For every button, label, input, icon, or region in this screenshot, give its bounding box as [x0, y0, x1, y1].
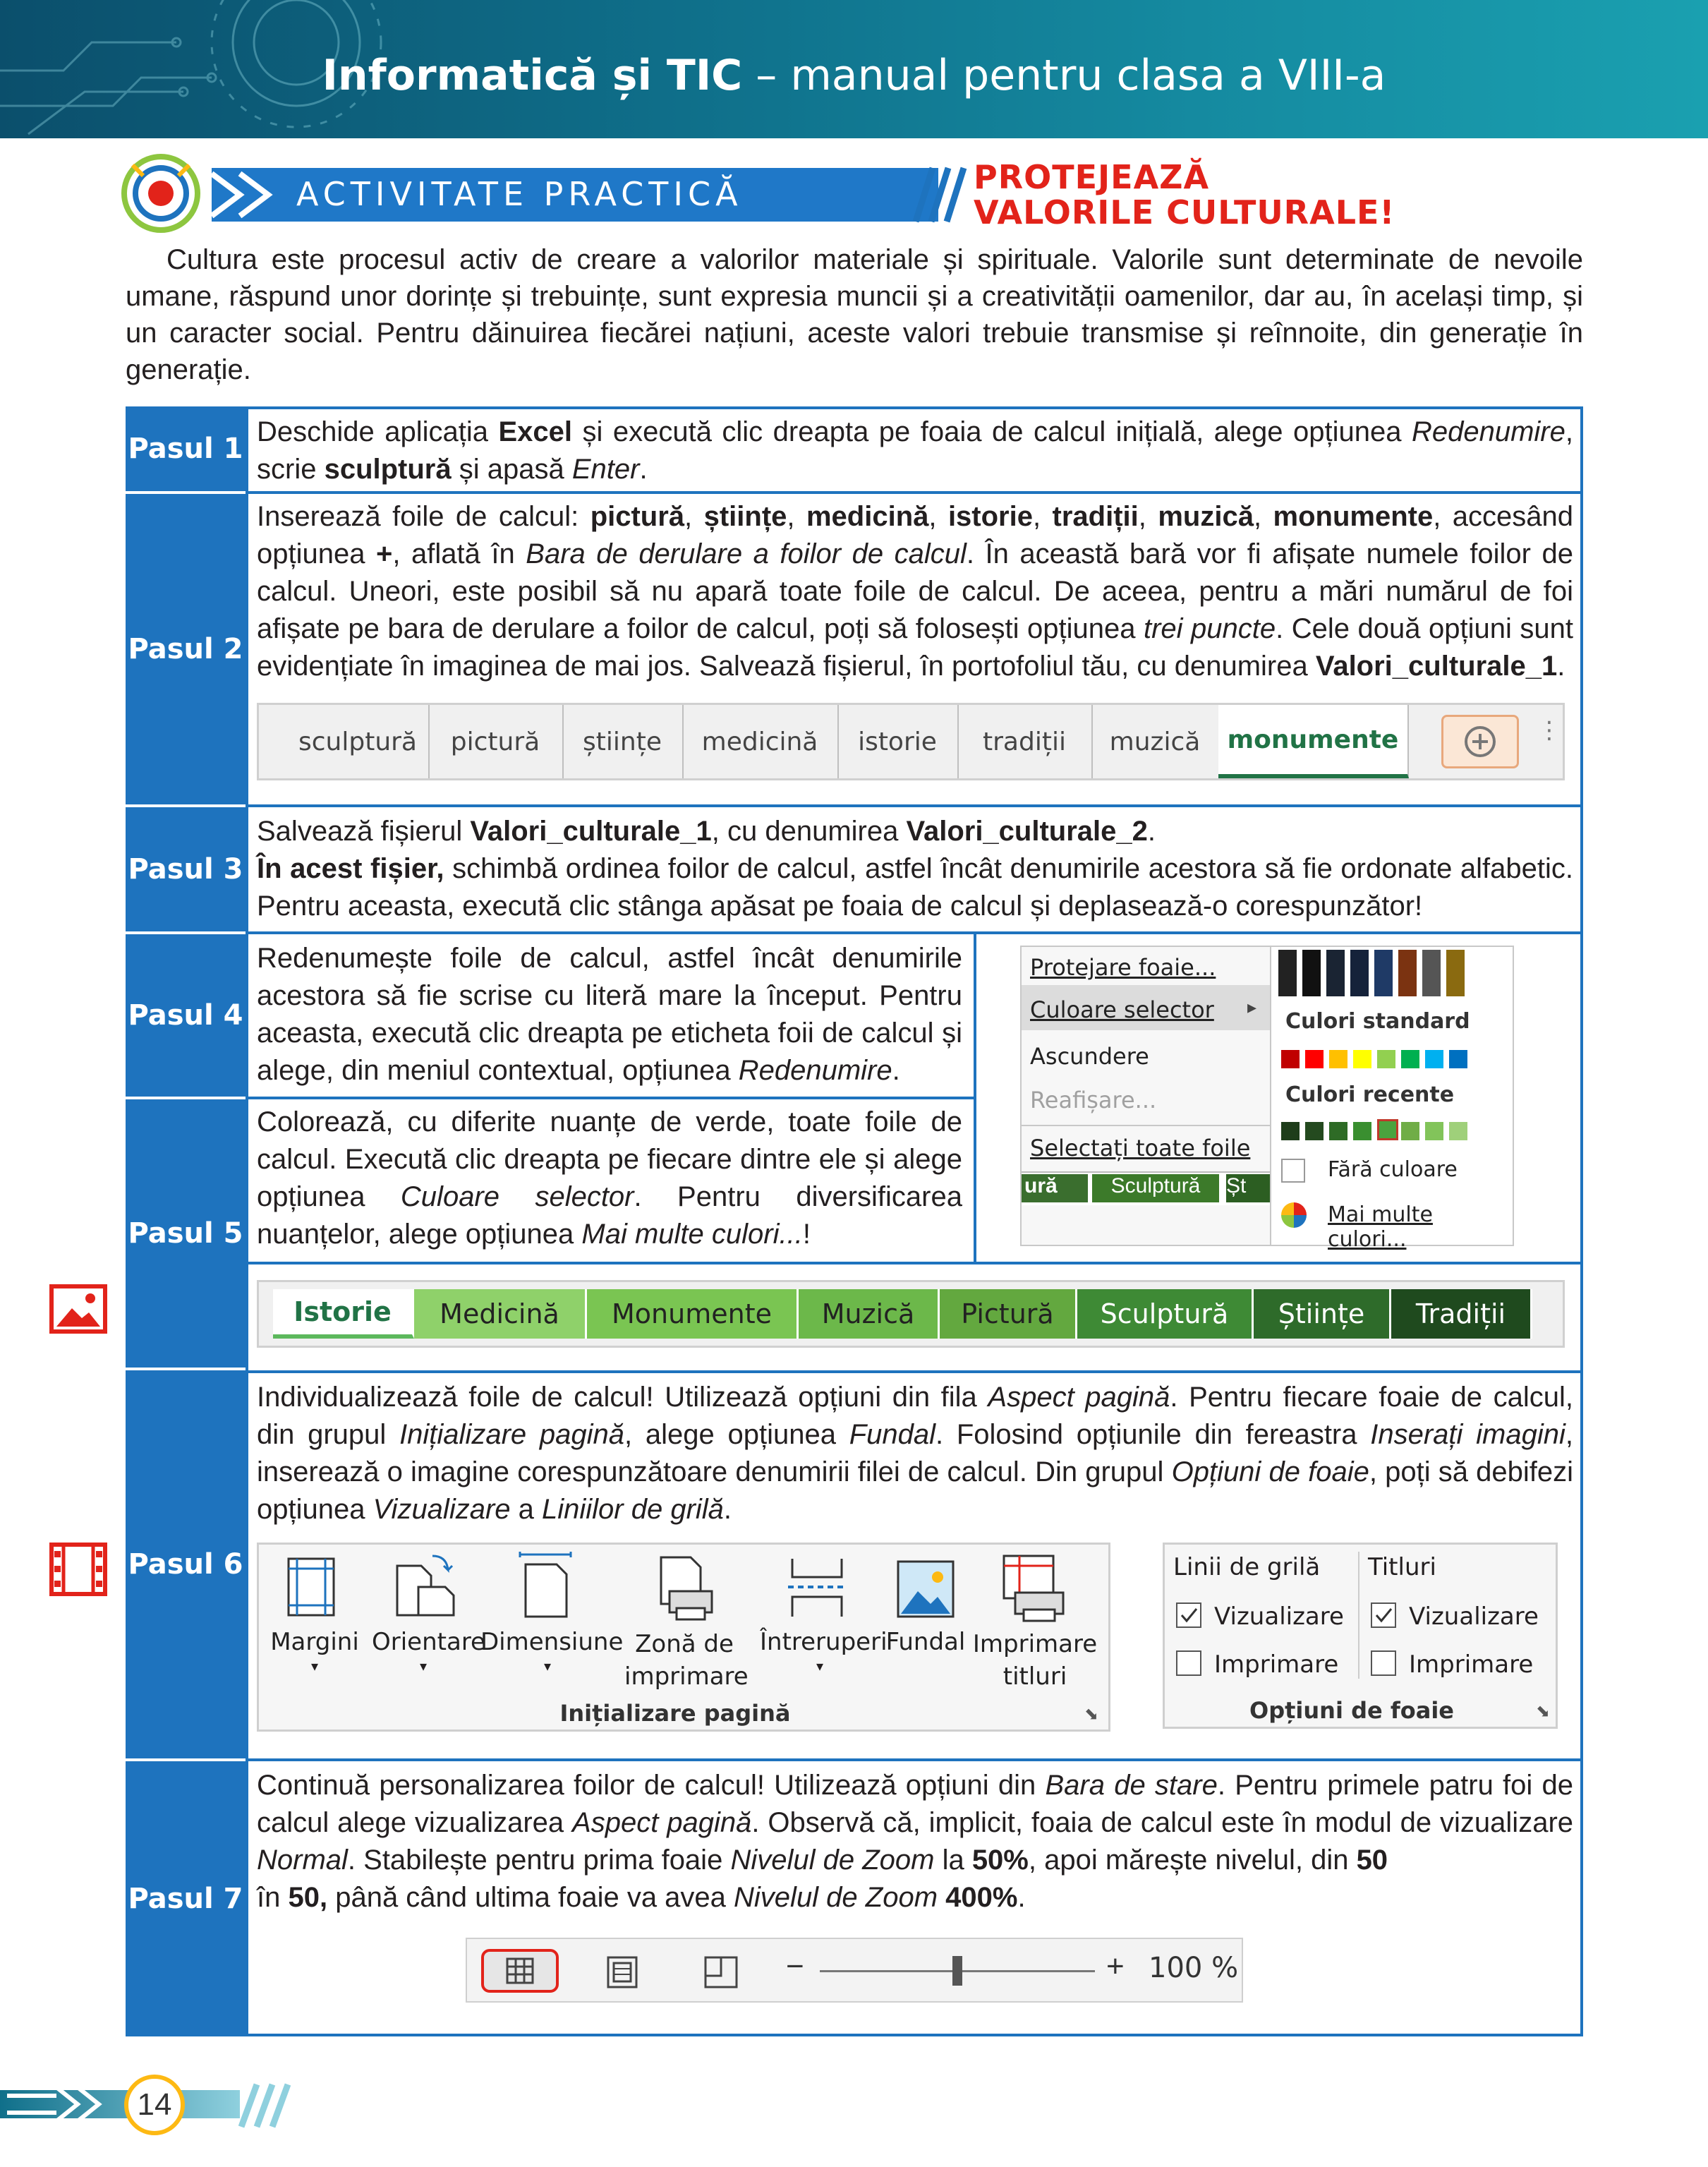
orientation-button[interactable]: Orientare [372, 1628, 485, 1656]
footer-slash-icon [233, 2083, 296, 2128]
page-footer [0, 2075, 296, 2131]
no-color-option[interactable]: Fără culoare [1328, 1157, 1458, 1182]
color-swatch[interactable] [1281, 1050, 1300, 1068]
menu-item-tab-color[interactable]: Culoare selector [1030, 996, 1214, 1023]
intro-paragraph: Cultura este procesul activ de creare a valorilor materiale și spirituale. Valorile sunt determinate de nevoile umane, răspund unor dorințe și trebuințe, sunt expresia muncii și a creativității oamenilor, dar au, în același timp, și un caracter social. Pentru dăinuirea fiecărei națiuni, aceste valori trebuie transmise și reînnoite, din generație în generație. [126, 244, 1583, 385]
color-swatch[interactable] [1377, 1050, 1395, 1068]
double-arrow-icon [205, 168, 282, 222]
color-swatch[interactable] [1425, 1050, 1443, 1068]
breaks-button[interactable]: Întreruperi [760, 1628, 888, 1656]
color-swatch-selected[interactable] [1377, 1119, 1398, 1140]
headings-view-label: Vizualizare [1409, 1602, 1539, 1631]
sheet-tab[interactable]: tradiții [957, 705, 1093, 778]
headings-header: Titluri [1368, 1553, 1436, 1581]
normal-view-icon [484, 1952, 556, 1990]
sheet-tab[interactable]: muzică [1091, 705, 1220, 778]
sheet-tab[interactable]: istorie [837, 705, 959, 778]
gridlines-print-label: Imprimare [1214, 1650, 1339, 1679]
sheet-tab[interactable]: Sculptură [1077, 1289, 1254, 1339]
tab-preview-stiinte: Șt [1226, 1174, 1273, 1202]
step-7-label: Pasul 7 [126, 1761, 246, 2036]
color-swatch[interactable] [1305, 1122, 1324, 1140]
tab-bar-spacer [259, 705, 287, 778]
tab-preview-selected: ură [1022, 1174, 1088, 1202]
color-swatch[interactable] [1401, 1122, 1419, 1140]
menu-item-protect[interactable]: Protejare foaie... [1030, 954, 1216, 981]
step-1-text: Deschide aplicația Excel și execută clic dreapta pe foaia de calcul inițială, alege opțiunea Redenumire, scrie sculptură și apasă Enter. [257, 416, 1573, 485]
sheet-tab[interactable]: Pictură [940, 1289, 1077, 1339]
step-3-text: Salvează fișierul Valori_culturale_1, cu denumirea Valori_culturale_2. În acest fișier, schimbă ordinea foilor de calcul, astfel încât denumirile acestora să fie ordonate alfabetic. Pentru aceasta, execută clic stânga apăsat pe foaia de calcul și deplasează-o corespunzător! [257, 816, 1574, 922]
step-4-label: Pasul 4 [126, 934, 246, 1097]
zoom-level[interactable]: 100 % [1149, 1952, 1239, 1984]
step-6-text: Individualizează foile de calcul! Utilizează opțiuni din fila Aspect pagină. Pentru fiecare foaie de calcul, din grupul Inițializare pagină, alege opțiunea Fundal. Folosind opțiunile din fereastra Inserați imagini, inserează o imagine corespunzătoare denumirii filei de calcul. Din grupul Opțiuni de foaie, poți să debifezi opțiunea Vizualizare a Liniilor de grilă. [257, 1382, 1574, 1525]
page-header [0, 0, 1708, 138]
options-divider [1358, 1552, 1359, 1679]
page-title: Informatică și TIC – manual pentru clasa a VIII-a [322, 51, 1386, 100]
color-swatch[interactable] [1305, 1050, 1324, 1068]
activity-label: ACTIVITATE PRACTICĂ [296, 175, 743, 213]
context-menu [1020, 946, 1274, 1246]
sheet-tab[interactable]: Muzică [799, 1289, 940, 1339]
headings-print-label: Imprimare [1409, 1650, 1534, 1679]
sheet-tab[interactable]: Monumente [587, 1289, 799, 1339]
dropdown-arrow-icon: ▾ [816, 1659, 824, 1674]
gridlines-header: Linii de grilă [1173, 1553, 1321, 1581]
sheet-tab[interactable]: pictură [428, 705, 564, 778]
slash-stripes-icon [911, 167, 968, 223]
breaks-icon [785, 1556, 849, 1619]
menu-item-hide[interactable]: Ascundere [1030, 1043, 1149, 1070]
tab-preview-sculptura: Sculptură [1092, 1174, 1219, 1202]
sheet-tab[interactable]: Medicină [414, 1289, 587, 1339]
page-break-view-icon[interactable] [700, 1955, 742, 1990]
gridlines-print-checkbox[interactable] [1176, 1650, 1201, 1676]
step-5-text: Colorează, cu diferite nuanțe de verde, toate foile de calcul. Execută clic dreapta pe fiecare dintre ele și alege opțiunea Culoare selector. Pentru diversificarea nuanțelor, alege opțiunea Mai multe culori...! [257, 1106, 962, 1250]
status-bar [466, 1938, 1243, 2003]
sheet-tab-active[interactable]: Istorie [273, 1289, 414, 1339]
print-titles-button[interactable]: Imprimare titluri [972, 1630, 1098, 1691]
sheet-tab[interactable]: medicină [682, 705, 839, 778]
dialog-launcher-icon[interactable]: ⬊ [1536, 1702, 1551, 1721]
more-sheets-dots-icon[interactable]: ⋮ [1537, 717, 1561, 744]
margins-button[interactable]: Margini [270, 1628, 359, 1656]
page-setup-ribbon-group [257, 1543, 1110, 1732]
sheet-options-label: Opțiuni de foaie [1249, 1697, 1454, 1724]
page-layout-view-icon[interactable] [601, 1955, 643, 1990]
print-area-button[interactable]: Zonă de imprimare [624, 1630, 749, 1691]
zoom-slider-thumb[interactable] [952, 1956, 962, 1986]
color-swatch[interactable] [1449, 1050, 1467, 1068]
print-area-icon [654, 1555, 717, 1622]
headings-view-checkbox[interactable] [1371, 1602, 1396, 1628]
sheet-tab[interactable]: Tradiții [1391, 1289, 1532, 1339]
zoom-in-button[interactable]: + [1106, 1949, 1125, 1984]
step-5-label: Pasul 5 [126, 1099, 246, 1368]
color-swatch[interactable] [1401, 1050, 1419, 1068]
print-titles-icon [1000, 1553, 1067, 1624]
step-4-text: Redenumește foile de calcul, astfel încât denumirile acestora să fie scrise cu literă mare la început. Pentru aceasta, execută clic dreapta pe eticheta foii de calcul și alege, din meniul contextual, opțiunea Redenumire. [257, 943, 962, 1086]
step-2-text: Inserează foile de calcul: pictură, științe, medicină, istorie, tradiții, muzică, monumente, accesând opțiunea +, aflată în Bara de derulare a foilor de calcul. În această bară vor fi afișate numele foilor de calcul. Uneori, este posibil să nu apară toate foile de calcul. De aceea, pentru a mări numărul de foi afișate pe bara de derulare a foilor de calcul, poți să folosești opțiunea trei puncte. Cele două opțiuni sunt evidențiate în imaginea de mai jos. Salvează fișierul, în portofoliul tău, cu denumirea Valori_culturale_1. [257, 501, 1574, 682]
background-image-icon [894, 1557, 957, 1621]
footer-arrow-icon [0, 2083, 127, 2125]
dropdown-arrow-icon: ▾ [544, 1659, 552, 1674]
standard-colors-label: Culori standard [1285, 1009, 1470, 1034]
size-icon [517, 1550, 574, 1621]
sheet-tab[interactable]: sculptură [287, 705, 430, 778]
color-swatch[interactable] [1353, 1050, 1371, 1068]
add-sheet-button[interactable] [1441, 715, 1519, 768]
page-number: 14 [124, 2075, 185, 2135]
tab-preview [1022, 1171, 1273, 1205]
sheet-tab[interactable]: științe [562, 705, 684, 778]
normal-view-button[interactable] [481, 1949, 559, 1993]
color-swatch[interactable] [1425, 1122, 1443, 1140]
color-wheel-icon [1280, 1201, 1308, 1229]
plus-circle-icon [1443, 717, 1517, 766]
checkmark-icon [1177, 1604, 1200, 1626]
menu-item-unhide: Reafișare... [1030, 1087, 1157, 1113]
dropdown-arrow-icon: ▾ [311, 1659, 319, 1674]
color-swatch[interactable] [1353, 1122, 1371, 1140]
color-swatch[interactable] [1449, 1122, 1467, 1140]
step-3-label: Pasul 3 [126, 807, 246, 931]
gridlines-view-label: Vizualizare [1214, 1602, 1344, 1631]
theme-colors-grid [1278, 950, 1511, 999]
color-palette [1270, 946, 1514, 1252]
headings-print-checkbox[interactable] [1371, 1650, 1396, 1676]
checkmark-icon [1372, 1604, 1395, 1626]
colored-tab-bar [257, 1280, 1565, 1348]
orientation-icon [390, 1552, 461, 1622]
step-2-label: Pasul 2 [126, 494, 246, 804]
color-swatch[interactable] [1281, 1122, 1300, 1140]
step-7-text: Continuă personalizarea foilor de calcul! Utilizează opțiuni din Bara de stare. Pentru primele patru foi de calcul alege vizualizarea Aspect pagină. Observă că, implicit, foaia de calcul este în modul de vizualizare Normal. Stabilește pentru prima foaie Nivelul de Zoom la 50%, apoi mărește nivelul, din 50 în 50, până când ultima foaie va avea Nivelul de Zoom 400%. [257, 1770, 1574, 1913]
sheet-tab[interactable]: Științe [1254, 1289, 1391, 1339]
activity-title: PROTEJEAZĂ VALORILE CULTURALE! [974, 158, 1395, 231]
step-1-label: Pasul 1 [126, 406, 246, 491]
menu-item-select-all[interactable]: Selectați toate foile [1030, 1135, 1251, 1161]
background-button[interactable]: Fundal [885, 1628, 966, 1656]
margins-icon [284, 1556, 341, 1619]
sheet-tab-bar [257, 703, 1565, 780]
step-6-label: Pasul 6 [126, 1370, 246, 1758]
zoom-out-button[interactable]: − [786, 1949, 804, 1984]
sheet-tab-active[interactable]: monumente [1218, 705, 1409, 778]
color-swatch[interactable] [1329, 1122, 1347, 1140]
dropdown-arrow-icon: ▾ [420, 1659, 428, 1674]
dialog-launcher-icon[interactable]: ⬊ [1084, 1705, 1099, 1724]
menu-divider [1022, 1125, 1273, 1126]
recent-colors-label: Culori recente [1285, 1082, 1455, 1107]
size-button[interactable]: Dimensiune [480, 1628, 624, 1656]
ribbon-group-label: Inițializare pagină [559, 1700, 791, 1727]
gridlines-view-checkbox[interactable] [1176, 1602, 1201, 1628]
color-swatch[interactable] [1329, 1050, 1347, 1068]
no-color-icon [1281, 1159, 1305, 1183]
video-film-icon [49, 1543, 107, 1596]
more-colors-option[interactable]: Mai multe culori... [1328, 1202, 1433, 1252]
sheet-options-group [1163, 1543, 1558, 1729]
submenu-arrow-icon: ▸ [1247, 996, 1257, 1018]
image-icon [49, 1284, 107, 1334]
